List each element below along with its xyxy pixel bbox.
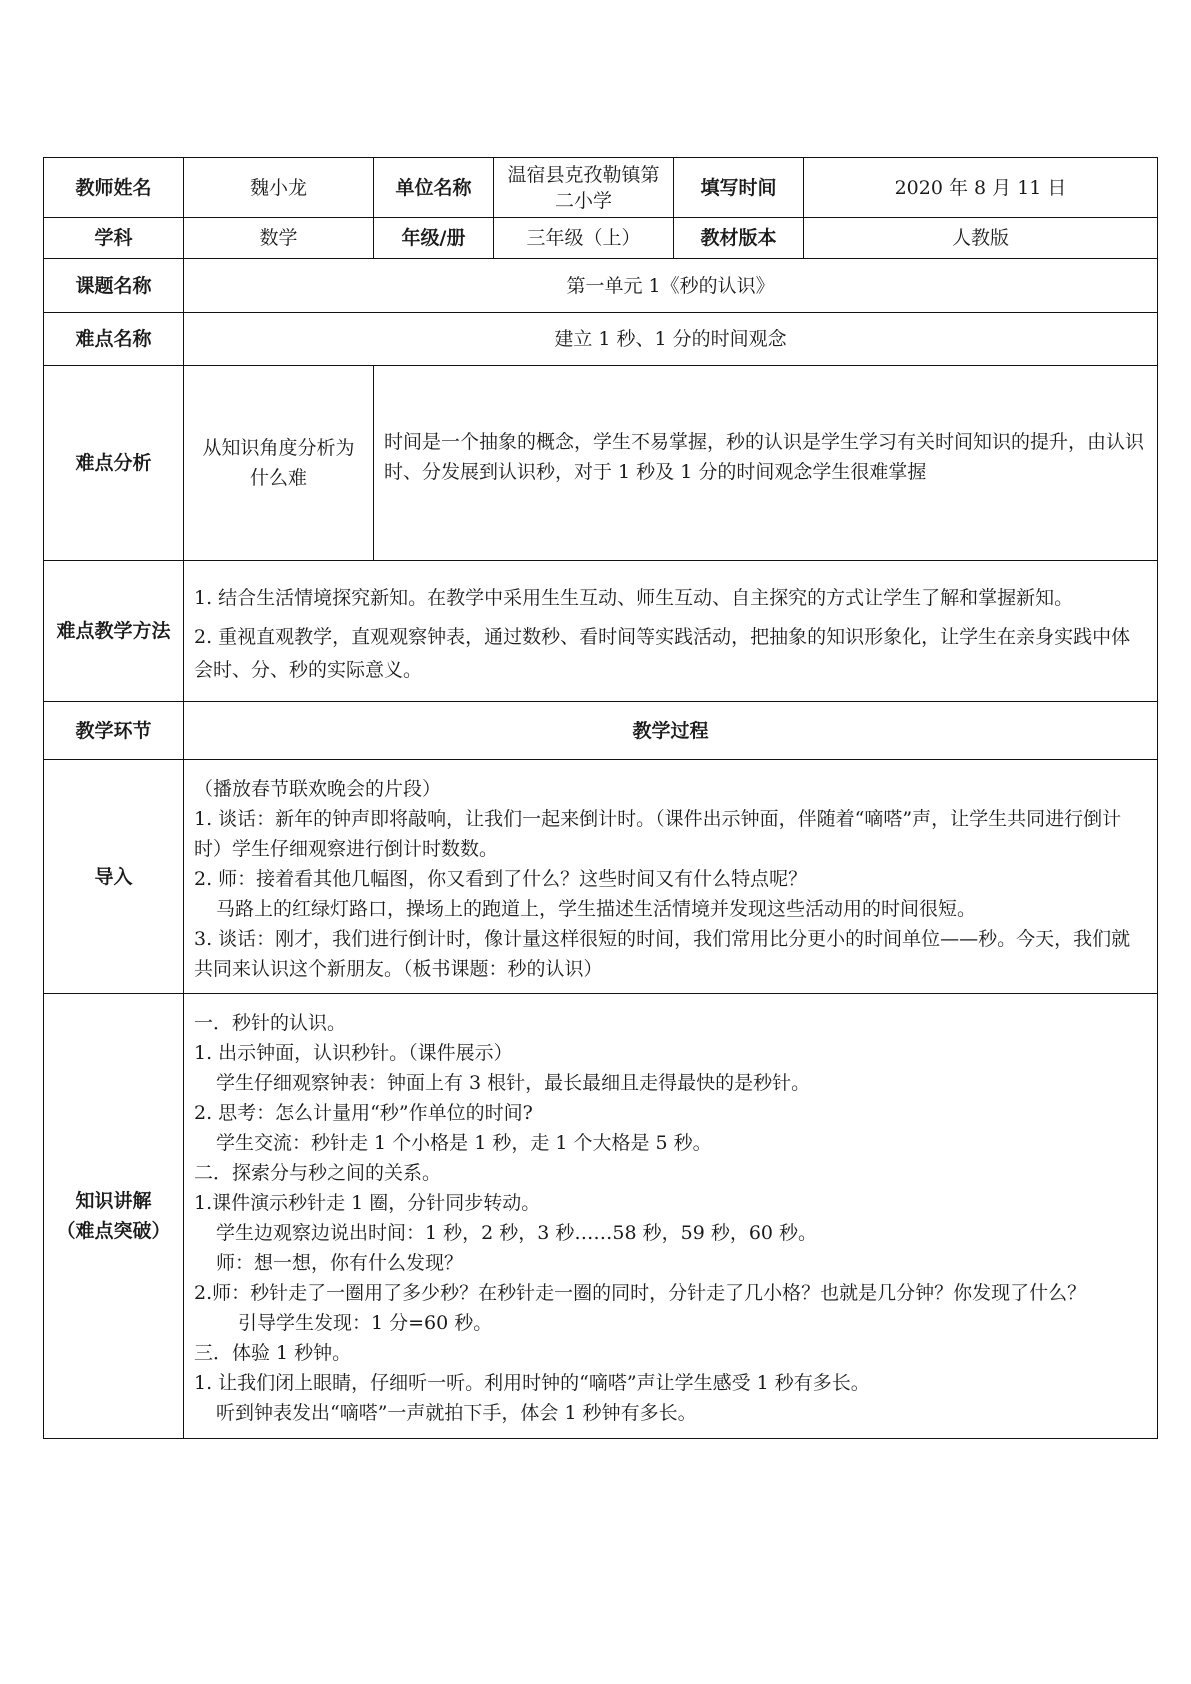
analysis-label: 难点分析 [44, 366, 184, 561]
analysis-text: 时间是一个抽象的概念，学生不易掌握，秒的认识是学生学习有关时间知识的提升，由认识时、分发展到认识秒，对于 1 秒及 1 分的时间观念学生很难掌握 [374, 366, 1158, 561]
knowledge-row [44, 994, 1158, 1439]
knowledge-label-cell [44, 994, 184, 1439]
intro-line-2: 1. 谈话：新年的钟声即将敲响，让我们一起来倒计时。（课件出示钟面，伴随着“嘀嗒”声，让学生共同进行倒计时）学生仔细观察进行倒计时数数。 [194, 807, 1122, 860]
knowledge-line: 1. 出示钟面，认识秒针。（课件展示） [194, 1042, 513, 1064]
lesson-plan-table [43, 157, 1158, 1439]
knowledge-line: 一．秒针的认识。 [194, 1012, 347, 1034]
knowledge-line: 学生仔细观察钟表：钟面上有 3 根针，最长最细且走得最快的是秒针。 [216, 1072, 811, 1094]
knowledge-line: 2. 思考：怎么计量用“秒”作单位的时间? [194, 1102, 533, 1124]
analysis-sub-label: 从知识角度分析为什么难 [184, 366, 374, 561]
knowledge-line: 三．体验 1 秒钟。 [194, 1342, 352, 1364]
intro-line-3: 2. 师：接着看其他几幅图，你又看到了什么？这些时间又有什么特点呢？ [194, 867, 808, 890]
methods-cell [184, 561, 1158, 702]
difficulty-label: 难点名称 [44, 313, 184, 366]
knowledge-line: 学生交流：秒针走 1 个小格是 1 秒，走 1 个大格是 5 秒。 [216, 1132, 712, 1154]
method-item-1: 1. 结合生活情境探究新知。在教学中采用生生互动、师生互动、自主探究的方式让学生了解和掌握新知。 [194, 587, 1074, 609]
knowledge-label: 知识讲解 [75, 1190, 152, 1212]
intro-line-1: （播放春节联欢晚会的片段） [194, 777, 442, 800]
teacher-name-value: 魏小龙 [184, 158, 374, 218]
unit-name-value: 温宿县克孜勒镇第二小学 [494, 158, 674, 218]
subject-label: 学科 [44, 218, 184, 259]
difficulty-row [44, 313, 1158, 366]
topic-row [44, 259, 1158, 313]
teacher-name-label: 教师姓名 [44, 158, 184, 218]
edition-label: 教材版本 [674, 218, 804, 259]
header-row-2 [44, 218, 1158, 259]
knowledge-sub-label: （难点突破） [56, 1220, 171, 1242]
methods-label: 难点教学方法 [44, 561, 184, 702]
method-item-2: 2. 重视直观教学，直观观察钟表，通过数秒、看时间等实践活动，把抽象的知识形象化，让学生在亲身实践中体会时、分、秒的实际意义。 [194, 626, 1131, 681]
unit-name-label: 单位名称 [374, 158, 494, 218]
knowledge-line: 听到钟表发出“嘀嗒”一声就拍下手，体会 1 秒钟有多长。 [216, 1402, 697, 1424]
intro-row [44, 760, 1158, 994]
knowledge-line: 1. 让我们闭上眼睛，仔细听一听。利用时钟的“嘀嗒”声让学生感受 1 秒有多长。 [194, 1372, 870, 1394]
process-header-row [44, 702, 1158, 760]
knowledge-line: 二．探索分与秒之间的关系。 [194, 1162, 442, 1184]
subject-value: 数学 [184, 218, 374, 259]
knowledge-line: 师：想一想，你有什么发现？ [216, 1252, 464, 1274]
process-title: 教学过程 [184, 702, 1158, 760]
analysis-row [44, 366, 1158, 561]
difficulty-value: 建立 1 秒、1 分的时间观念 [184, 313, 1158, 366]
knowledge-cell [184, 994, 1158, 1439]
intro-cell [184, 760, 1158, 994]
fill-date-label: 填写时间 [674, 158, 804, 218]
knowledge-line: 引导学生发现：1 分=60 秒。 [238, 1312, 493, 1334]
process-stage-label: 教学环节 [44, 702, 184, 760]
edition-value: 人教版 [804, 218, 1158, 259]
knowledge-line: 1.课件演示秒针走 1 圈，分针同步转动。 [194, 1192, 541, 1214]
knowledge-line: 学生边观察边说出时间：1 秒，2 秒，3 秒……58 秒，59 秒，60 秒。 [216, 1222, 818, 1244]
intro-line-5: 3. 谈话：刚才，我们进行倒计时，像计量这样很短的时间，我们常用比分更小的时间单位——秒。今天，我们就共同来认识这个新朋友。（板书课题：秒的认识） [194, 927, 1131, 980]
header-row-1 [44, 158, 1158, 218]
topic-value: 第一单元 1《秒的认识》 [184, 259, 1158, 313]
knowledge-line: 2.师：秒针走了一圈用了多少秒？在秒针走一圈的同时，分针走了几小格？也就是几分钟？你发现了什么？ [194, 1282, 1087, 1304]
intro-line-4: 马路上的红绿灯路口，操场上的跑道上，学生描述生活情境并发现这些活动用的时间很短。 [216, 897, 977, 920]
methods-row [44, 561, 1158, 702]
grade-label: 年级/册 [374, 218, 494, 259]
grade-value: 三年级（上） [494, 218, 674, 259]
intro-label: 导入 [44, 760, 184, 994]
fill-date-value: 2020 年 8 月 11 日 [804, 158, 1158, 218]
topic-label: 课题名称 [44, 259, 184, 313]
